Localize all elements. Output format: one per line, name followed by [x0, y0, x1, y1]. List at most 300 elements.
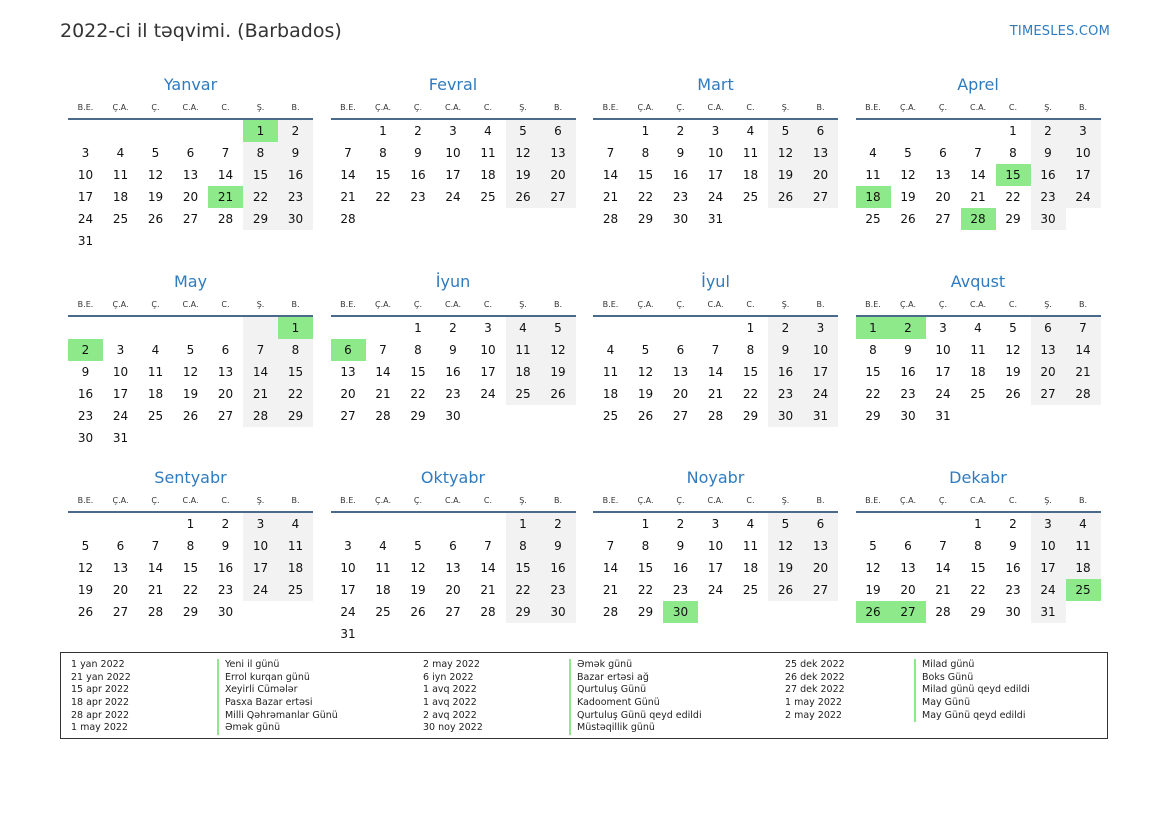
day-cell: 16 — [672, 168, 689, 182]
day-cell: 3 — [449, 124, 457, 138]
day-cell: 11 — [147, 364, 164, 379]
empty-cell — [628, 317, 663, 339]
day-cell: 9 — [1031, 142, 1066, 164]
weekday-label: Ç.A. — [637, 103, 654, 112]
day-cell: 5 — [414, 539, 422, 553]
day-cell: 10 — [77, 168, 94, 182]
empty-cell — [243, 317, 278, 339]
day-cell: 3 — [939, 320, 947, 335]
day-cell: 23 — [1005, 583, 1021, 597]
day-cell: 13 — [340, 364, 356, 379]
empty-cell — [208, 427, 243, 449]
empty-cell — [541, 405, 576, 427]
day-cell: 11 — [742, 539, 759, 553]
day-cell: 13 — [541, 142, 576, 164]
day-cell: 28 — [480, 605, 496, 619]
day-cell: 30 — [768, 405, 803, 427]
weekday-label: C.A. — [444, 103, 461, 112]
weekday-label: Ç. — [151, 103, 160, 112]
weekday-label: B.E. — [865, 496, 881, 505]
day-cell: 11 — [742, 146, 759, 160]
day-cell: 1 — [278, 317, 313, 339]
day-cell: 7 — [606, 539, 615, 553]
day-cell: 14 — [935, 561, 951, 575]
weekday-label: C.A. — [969, 496, 986, 505]
holiday-dates-column — [71, 659, 131, 735]
day-cell: 7 — [939, 539, 947, 553]
empty-cell — [593, 120, 628, 142]
day-cell: 8 — [243, 142, 278, 164]
day-cell: 20 — [672, 386, 689, 401]
month-name: Avqust — [950, 271, 1006, 291]
day-cell: 15 — [637, 168, 654, 182]
day-cell: 13 — [112, 561, 129, 575]
day-cell: 14 — [340, 168, 356, 182]
day-cell: 1 — [641, 517, 650, 531]
weekday-label: Ş. — [1044, 299, 1052, 309]
day-cell: 3 — [243, 513, 278, 535]
day-cell: 4 — [1066, 513, 1101, 535]
day-cell: 2 — [449, 320, 457, 335]
empty-cell — [138, 317, 173, 339]
empty-cell — [856, 513, 891, 535]
day-cell: 5 — [768, 120, 803, 142]
day-cell: 15 — [278, 361, 313, 383]
holiday-date: 30 noy 2022 — [423, 722, 483, 734]
holiday-name: May Günü qeyd edildi — [914, 710, 1030, 723]
day-cell: 1 — [414, 320, 422, 335]
weekday-label: Ç. — [413, 299, 423, 309]
empty-cell — [1066, 601, 1101, 623]
day-cell: 18 — [278, 557, 313, 579]
day-cell: 17 — [77, 190, 94, 204]
day-cell: 19 — [147, 190, 164, 204]
weekday-label: Ş. — [256, 496, 265, 505]
day-cell: 14 — [375, 364, 391, 379]
day-cell: 13 — [803, 142, 838, 164]
day-cell: 15 — [410, 364, 426, 379]
day-grid — [68, 317, 313, 449]
day-grid — [593, 120, 838, 230]
day-cell: 16 — [278, 164, 313, 186]
month-block — [593, 271, 838, 468]
day-cell: 3 — [1066, 120, 1101, 142]
day-cell: 1 — [1009, 124, 1017, 138]
day-cell: 1 — [974, 517, 982, 531]
month-name: Dekabr — [949, 468, 1007, 487]
day-cell: 3 — [1031, 513, 1066, 535]
weekday-label: Ç. — [151, 496, 160, 505]
day-cell: 4 — [506, 317, 541, 339]
empty-cell — [138, 513, 173, 535]
day-cell: 25 — [970, 386, 986, 401]
weekday-header — [331, 98, 576, 120]
day-cell: 2 — [541, 513, 576, 535]
day-cell: 27 — [891, 601, 926, 623]
empty-cell — [243, 601, 278, 623]
day-cell: 7 — [484, 539, 492, 553]
day-cell: 11 — [112, 168, 129, 182]
weekday-label: B.E. — [340, 103, 356, 112]
day-cell: 18 — [506, 361, 541, 383]
weekday-label: Ç.A. — [899, 299, 916, 309]
day-cell: 18 — [1066, 557, 1101, 579]
weekday-label: Ç. — [938, 496, 948, 505]
day-cell: 29 — [742, 408, 759, 423]
day-cell: 17 — [1031, 557, 1066, 579]
day-cell: 5 — [81, 539, 90, 553]
day-cell: 25 — [506, 383, 541, 405]
day-cell: 12 — [865, 561, 881, 575]
day-cell: 24 — [340, 605, 356, 619]
holiday-names-column — [217, 659, 338, 735]
weekday-header — [68, 491, 313, 513]
day-cell: 22 — [506, 579, 541, 601]
empty-cell — [103, 230, 138, 252]
weekday-header — [331, 295, 576, 317]
day-cell: 9 — [676, 146, 685, 160]
day-cell: 7 — [711, 342, 720, 357]
day-cell: 28 — [147, 605, 164, 619]
day-cell: 19 — [865, 583, 881, 597]
day-cell: 19 — [768, 164, 803, 186]
day-cell: 12 — [182, 364, 199, 379]
day-cell: 25 — [147, 408, 164, 423]
day-cell: 6 — [221, 342, 230, 357]
day-grid — [593, 513, 838, 623]
holiday-date: 28 apr 2022 — [71, 709, 130, 721]
day-cell: 17 — [480, 364, 496, 379]
day-cell: 5 — [904, 146, 912, 160]
day-cell: 31 — [1031, 601, 1066, 623]
day-cell: 26 — [147, 212, 164, 226]
site-link[interactable]: TIMESLES.COM — [1009, 24, 1110, 39]
day-cell: 23 — [77, 408, 94, 423]
empty-cell — [366, 623, 401, 645]
day-cell: 20 — [541, 164, 576, 186]
day-cell: 9 — [676, 539, 685, 553]
day-cell: 20 — [1031, 361, 1066, 383]
weekday-label: C.A. — [182, 299, 199, 309]
empty-cell — [243, 427, 278, 449]
day-cell: 25 — [278, 579, 313, 601]
day-cell: 10 — [707, 539, 724, 553]
day-cell: 12 — [147, 168, 164, 182]
day-cell: 27 — [935, 212, 951, 226]
day-cell: 18 — [147, 386, 164, 401]
empty-cell — [436, 623, 471, 645]
day-cell: 21 — [147, 583, 164, 597]
day-cell: 29 — [970, 605, 986, 619]
day-cell: 9 — [449, 342, 457, 357]
day-cell: 19 — [182, 386, 199, 401]
day-cell: 10 — [445, 146, 461, 160]
day-grid — [856, 120, 1101, 230]
weekday-label: C.A. — [182, 103, 199, 112]
empty-cell — [471, 623, 506, 645]
day-cell: 29 — [637, 605, 654, 619]
day-cell: 8 — [278, 339, 313, 361]
day-cell: 7 — [974, 146, 982, 160]
day-cell: 9 — [221, 539, 230, 553]
empty-cell — [331, 317, 366, 339]
day-cell: 8 — [746, 342, 755, 357]
weekday-label: Ç. — [938, 103, 948, 112]
day-cell: 21 — [208, 186, 243, 208]
month-name: Oktyabr — [420, 468, 486, 487]
day-cell: 31 — [77, 234, 94, 248]
day-cell: 2 — [1009, 517, 1017, 531]
day-cell: 4 — [278, 513, 313, 535]
empty-cell — [926, 120, 961, 142]
day-cell: 25 — [742, 583, 759, 597]
month-block — [331, 467, 576, 664]
month-name: Sentyabr — [154, 468, 227, 487]
day-cell: 21 — [480, 583, 496, 597]
day-cell: 28 — [243, 405, 278, 427]
day-cell: 23 — [278, 186, 313, 208]
day-cell: 19 — [1005, 364, 1021, 379]
day-cell: 13 — [672, 364, 689, 379]
weekday-label: Ş. — [256, 299, 265, 309]
day-cell: 3 — [81, 146, 90, 160]
weekday-label: Ç.A. — [899, 103, 916, 112]
day-cell: 29 — [637, 212, 654, 226]
month-name: İyul — [701, 271, 730, 291]
day-cell: 4 — [746, 124, 755, 138]
holiday-name: Boks Günü — [914, 672, 1030, 685]
weekday-label: C. — [483, 496, 493, 505]
day-cell: 26 — [856, 601, 891, 623]
day-cell: 7 — [379, 342, 387, 357]
day-cell: 18 — [375, 583, 391, 597]
empty-cell — [68, 317, 103, 339]
day-cell: 12 — [77, 561, 94, 575]
day-cell: 31 — [935, 408, 951, 423]
weekday-label: B.E. — [340, 299, 356, 309]
empty-cell — [803, 601, 838, 623]
day-cell: 9 — [1009, 539, 1017, 553]
day-cell: 28 — [1066, 383, 1101, 405]
month-block — [856, 467, 1101, 664]
holiday-names-column — [569, 659, 702, 735]
weekday-label: Ç.A. — [374, 299, 391, 309]
holiday-name: Əmək günü — [217, 722, 338, 735]
weekday-label: Ş. — [781, 299, 790, 309]
empty-cell — [698, 601, 733, 623]
weekday-header — [856, 295, 1101, 317]
day-cell: 21 — [970, 190, 986, 204]
day-cell: 15 — [506, 557, 541, 579]
month-block — [593, 74, 838, 271]
day-cell: 12 — [541, 339, 576, 361]
day-cell: 19 — [768, 557, 803, 579]
weekday-label: Ç. — [413, 496, 423, 505]
day-cell: 29 — [1005, 212, 1021, 226]
day-cell: 7 — [344, 146, 352, 160]
day-cell: 23 — [410, 190, 426, 204]
empty-cell — [593, 513, 628, 535]
weekday-label: C.A. — [182, 496, 199, 505]
holiday-list — [60, 652, 1108, 739]
day-cell: 24 — [803, 383, 838, 405]
day-cell: 1 — [641, 124, 650, 138]
months-grid — [68, 74, 1101, 664]
day-cell: 26 — [182, 408, 199, 423]
day-cell: 4 — [379, 539, 387, 553]
holiday-date: 2 avq 2022 — [423, 709, 477, 721]
day-cell: 30 — [672, 212, 689, 226]
month-name: Mart — [697, 75, 734, 94]
weekday-label: B. — [553, 496, 563, 505]
day-cell: 16 — [410, 168, 426, 182]
empty-cell — [733, 208, 768, 230]
empty-cell — [173, 317, 208, 339]
holiday-name: Qurtuluş Günü — [569, 684, 702, 697]
empty-cell — [103, 120, 138, 142]
day-cell: 29 — [278, 405, 313, 427]
holiday-date: 1 yan 2022 — [71, 659, 125, 670]
day-cell: 2 — [278, 120, 313, 142]
empty-cell — [506, 405, 541, 427]
weekday-label: B. — [553, 103, 563, 112]
empty-cell — [471, 208, 506, 230]
day-cell: 26 — [541, 383, 576, 405]
holiday-name: Bazar ertəsi ağ — [569, 672, 702, 685]
weekday-label: Ç. — [413, 103, 423, 112]
day-cell: 12 — [410, 561, 426, 575]
empty-cell — [1031, 405, 1066, 427]
day-cell: 1 — [243, 120, 278, 142]
empty-cell — [961, 405, 996, 427]
empty-cell — [768, 601, 803, 623]
day-cell: 24 — [112, 408, 129, 423]
day-cell: 12 — [768, 142, 803, 164]
day-cell: 6 — [904, 539, 912, 553]
day-cell: 27 — [340, 408, 356, 423]
day-cell: 28 — [602, 605, 619, 619]
day-cell: 4 — [746, 517, 755, 531]
day-cell: 30 — [663, 601, 698, 623]
day-cell: 30 — [445, 408, 461, 423]
weekday-label: C. — [221, 496, 230, 505]
day-cell: 17 — [340, 583, 356, 597]
empty-cell — [401, 623, 436, 645]
empty-cell — [506, 208, 541, 230]
empty-cell — [138, 230, 173, 252]
empty-cell — [208, 120, 243, 142]
day-cell: 8 — [186, 539, 195, 553]
day-cell: 25 — [1066, 579, 1101, 601]
weekday-label: B.E. — [340, 496, 356, 505]
day-cell: 28 — [340, 212, 356, 226]
empty-cell — [103, 513, 138, 535]
holiday-dates-column — [785, 659, 845, 722]
weekday-label: C. — [1008, 299, 1018, 309]
weekday-label: B.E. — [865, 299, 881, 309]
day-cell: 10 — [243, 535, 278, 557]
weekday-label: Ş. — [781, 103, 790, 112]
weekday-header — [856, 98, 1101, 120]
day-cell: 30 — [900, 408, 916, 423]
day-cell: 3 — [711, 517, 720, 531]
holiday-date: 25 dek 2022 — [785, 659, 845, 670]
weekday-label: Ş. — [781, 496, 790, 505]
empty-cell — [138, 120, 173, 142]
day-cell: 3 — [803, 317, 838, 339]
day-cell: 23 — [541, 579, 576, 601]
weekday-label: C.A. — [707, 103, 724, 112]
day-cell: 15 — [970, 561, 986, 575]
day-cell: 27 — [672, 408, 689, 423]
day-cell: 10 — [1031, 535, 1066, 557]
day-cell: 4 — [151, 342, 160, 357]
weekday-header — [856, 491, 1101, 513]
empty-cell — [961, 120, 996, 142]
day-grid — [68, 120, 313, 252]
day-cell: 13 — [935, 168, 951, 182]
weekday-label: Ş. — [1044, 103, 1052, 112]
weekday-label: B. — [1078, 299, 1088, 309]
weekday-label: B. — [1078, 496, 1088, 505]
weekday-label: C. — [483, 299, 493, 309]
day-cell: 8 — [1009, 146, 1017, 160]
weekday-label: Ç.A. — [112, 299, 129, 309]
day-cell: 8 — [414, 342, 422, 357]
day-cell: 1 — [506, 513, 541, 535]
empty-cell — [331, 120, 366, 142]
empty-cell — [733, 601, 768, 623]
day-cell: 1 — [856, 317, 891, 339]
day-cell: 17 — [707, 561, 724, 575]
weekday-label: C. — [221, 299, 230, 309]
holiday-date: 6 iyn 2022 — [423, 671, 474, 683]
day-cell: 20 — [803, 164, 838, 186]
day-cell: 14 — [602, 168, 619, 182]
empty-cell — [68, 120, 103, 142]
day-cell: 2 — [221, 517, 230, 531]
day-cell: 18 — [742, 168, 759, 182]
day-cell: 16 — [672, 561, 689, 575]
holiday-dates-column — [423, 659, 483, 735]
day-cell: 24 — [707, 190, 724, 204]
day-cell: 26 — [77, 605, 94, 619]
month-block — [331, 271, 576, 468]
empty-cell — [803, 208, 838, 230]
day-cell: 26 — [637, 408, 654, 423]
day-cell: 6 — [676, 342, 685, 357]
day-cell: 7 — [606, 146, 615, 160]
day-cell: 4 — [116, 146, 125, 160]
day-cell: 5 — [768, 513, 803, 535]
day-cell: 21 — [243, 383, 278, 405]
empty-cell — [436, 208, 471, 230]
day-cell: 11 — [970, 342, 986, 357]
day-cell: 12 — [900, 168, 916, 182]
day-cell: 2 — [676, 124, 685, 138]
weekday-label: B. — [553, 299, 563, 309]
day-cell: 15 — [996, 164, 1031, 186]
empty-cell — [891, 513, 926, 535]
holiday-name: Errol kurqan günü — [217, 672, 338, 685]
empty-cell — [173, 230, 208, 252]
weekday-label: Ş. — [519, 299, 527, 309]
day-cell: 2 — [891, 317, 926, 339]
day-cell: 31 — [803, 405, 838, 427]
holiday-name: Milli Qəhrəmanlar Günü — [217, 710, 338, 723]
weekday-label: Ş. — [256, 103, 265, 112]
day-cell: 31 — [707, 212, 724, 226]
